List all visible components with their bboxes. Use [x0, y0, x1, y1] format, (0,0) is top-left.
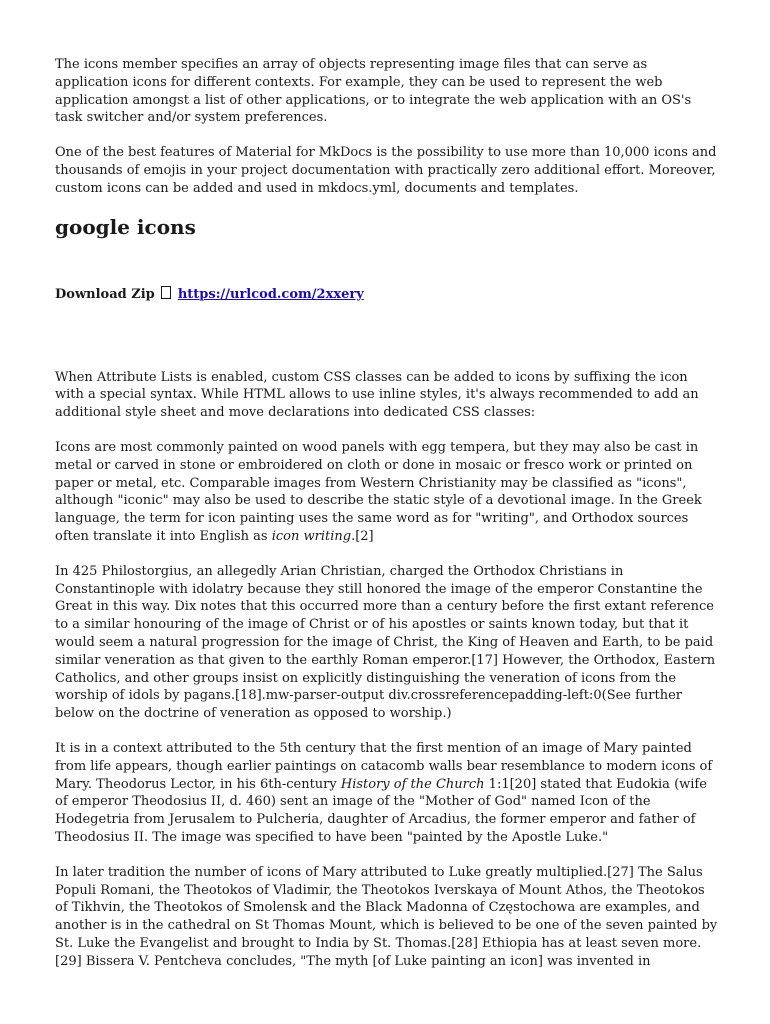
- section-heading: google icons: [55, 214, 196, 239]
- body-paragraph-4-text: It is in a context attributed to the 5th century that the first mention of an image of Mary painted from life appears, though earlier paintings on catacomb walls bear resemblance to modern icons of Mary. Theodorus Lector, in his 6th-century: [55, 740, 713, 792]
- body-paragraph-2: [55, 439, 719, 546]
- body-paragraph-4-tail: 1:1[20] stated that Eudokia (wife of emperor Theodosius II, d. 460) sent an image of the "Mother of God" named Icon of the Hodegetria from Jerusalem to Pulcheria, daughter of Arcadius, the former emperor and father of Theodosius II. The image was specified to have been "painted by the Apostle Luke.": [55, 776, 707, 845]
- body-paragraph-2-emphasis: icon writing: [271, 528, 352, 544]
- placeholder-glyph-icon: [161, 286, 171, 299]
- document-page: [55, 56, 719, 987]
- download-label: Download Zip: [55, 286, 155, 302]
- intro-paragraph-1: The icons member specifies an array of objects representing image files that can serve as application icons for different contexts. For example, they can be used to represent the web application amongst a list of other applications, or to integrate the web application with an OS's task switcher and/or system preferences.: [55, 57, 692, 126]
- body-paragraph-3: In 425 Philostorgius, an allegedly Arian Christian, charged the Orthodox Christians in Constantinople with idolatry because they still honored the image of the emperor Constantine the Great in this way. Dix notes that this occurred more than a century before the first extant reference to a similar honouring of the image of Christ or of his apostles or saints known today, but that it would seem a natural progression for the image of Christ, the King of Heaven and Earth, to be paid similar veneration as that given to the earthly Roman emperor.[17] However, the Orthodox, Eastern Catholics, and other groups insist on explicitly distinguishing the veneration of icons from the worship of idols by pagans.[18].mw-parser-output div.crossreferencepadding-left:0(See further below on the doctrine of veneration as opposed to worship.): [55, 563, 716, 722]
- body-paragraph-1: When Attribute Lists is enabled, custom CSS classes can be added to icons by suffixing the icon with a special syntax. While HTML allows to use inline styles, it's always recommended to add an additional style sheet and move declarations into dedicated CSS classes:: [55, 369, 699, 421]
- body-paragraph-2-text: Icons are most commonly painted on wood panels with egg tempera, but they may also be cast in metal or carved in stone or embroidered on cloth or done in mosaic or fresco work or printed on paper or metal, etc. Comparable images from Western Christianity may be classified as "icons", although "iconic" may also be used to describe the static style of a devotional image. In the Greek language, the term for icon painting uses the same word as for "writing", and Orthodox sources often translate it into English as: [55, 439, 702, 544]
- intro-paragraph-2: One of the best features of Material for MkDocs is the possibility to use more than 10,000 icons and thousands of emojis in your project documentation with practically zero additional effort. Moreover, custom icons can be added and used in mkdocs.yml, documents and templates.: [55, 145, 717, 196]
- body-paragraph-5: In later tradition the number of icons of Mary attributed to Luke greatly multiplied.[27] The Salus Populi Romani, the Theotokos of Vladimir, the Theotokos Iverskaya of Mount Athos, the Theotokos of Tikhvin, the Theotokos of Smolensk and the Black Madonna of Częstochowa are examples, and another is in the cathedral on St Thomas Mount, which is believed to be one of the seven painted by St. Luke the Evangelist and brought to India by St. Thomas.[28] Ethiopia has at least seven more.[29] Bissera V. Pentcheva concludes, "The myth [of Luke painting an icon] was invented in: [55, 864, 718, 969]
- body-paragraph-2-tail: .[2]: [351, 528, 374, 544]
- body-paragraph-4-emphasis: History of the Church: [340, 776, 485, 792]
- body-paragraph-4: [55, 740, 719, 847]
- download-line: [55, 286, 719, 303]
- download-link[interactable]: https://urlcod.com/2xxery: [177, 286, 364, 302]
